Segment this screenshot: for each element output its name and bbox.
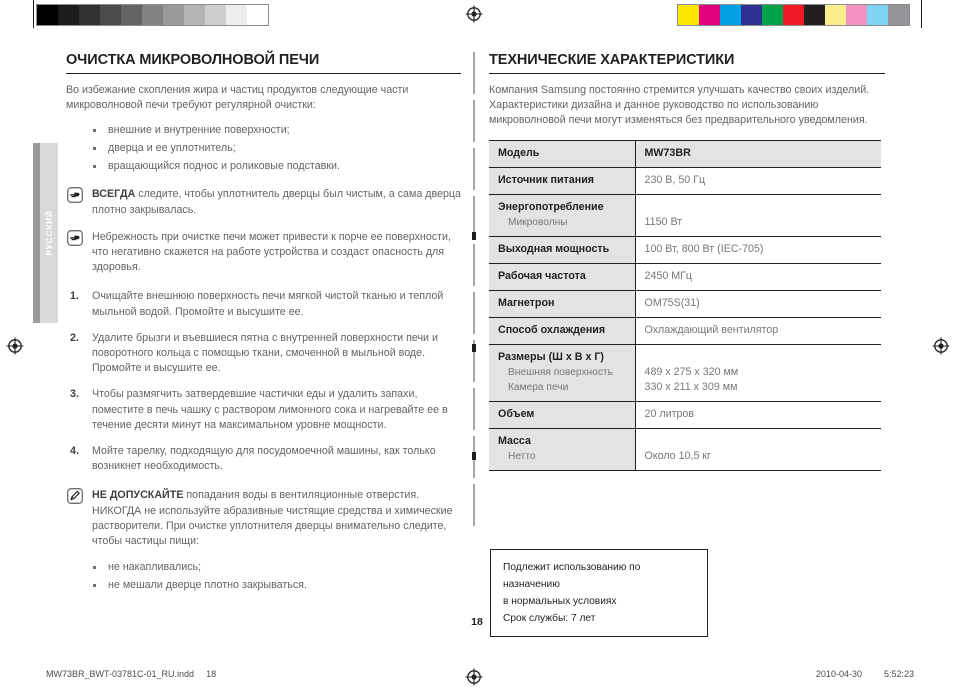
spec-value: MW73BR (644, 146, 691, 159)
table-cell-value (635, 140, 881, 167)
note-text: Небрежность при очистке печи может привести к порче ее поверхности, что негативно скажется на работе устройства и создаст опасность для здоровья. (92, 230, 451, 274)
left-column (66, 52, 461, 594)
spec-sublabel: Внешняя поверхность (508, 366, 613, 378)
trim-rule-right (921, 0, 922, 28)
table-row (489, 167, 881, 194)
table-cell-label (489, 344, 635, 401)
spec-value: 2450 МГц (644, 269, 693, 282)
table-row (489, 194, 881, 236)
spec-sublabel: Микроволны (508, 216, 568, 228)
list-item: вращающийся поднос и роликовые подставки. (92, 157, 461, 175)
table-cell-value (635, 167, 881, 194)
specs-intro-text: Компания Samsung постоянно стремится улучшать качество своих изделий. Характеристики дизайна и данное руководство по использованию микроволновой печи могут изменяться без предварительного уведомления. (489, 84, 870, 127)
warning-lead: НЕ ДОПУСКАЙТЕ (92, 489, 184, 502)
table-cell-value (635, 401, 881, 428)
table-row (489, 428, 881, 470)
table-row (489, 140, 881, 167)
footer-date: 2010-04-30 (815, 669, 862, 679)
calibration-swatch (846, 5, 867, 25)
pointing-hand-icon (67, 230, 83, 246)
list-item: Удалите брызги и въевшиеся пятна с внутренней поверхности печи и поворотного кольца с помощью ткани, смоченной в мыльной воде. Промойте и высушите ее. (92, 331, 438, 375)
cleaning-parts-list (66, 121, 461, 175)
spec-label: Объем (498, 407, 535, 420)
spec-value: 1150 Вт (644, 215, 683, 228)
note-lead: ВСЕГДА (92, 188, 136, 201)
spec-sublabel: Камера печи (508, 381, 569, 393)
cleaning-steps-list (66, 289, 461, 474)
cleaning-section-title: ОЧИСТКА МИКРОВОЛНОВОЙ ПЕЧИ (66, 52, 461, 74)
spec-label: Модель (498, 146, 540, 159)
spec-value: 20 литров (644, 407, 695, 420)
calibration-swatch (888, 5, 909, 25)
table-row (489, 263, 881, 290)
table-row (489, 236, 881, 263)
table-cell-value (635, 428, 881, 470)
language-side-tab (33, 143, 58, 323)
spec-value: Охлаждающий вентилятор (644, 323, 779, 336)
list-item: дверца и ее уплотнитель; (92, 139, 461, 157)
warning-bullet-list (66, 558, 461, 594)
table-cell-label (489, 428, 635, 470)
table-cell-label (489, 236, 635, 263)
usage-line: в нормальных условиях (503, 596, 617, 607)
table-cell-label (489, 290, 635, 317)
calibration-swatch (678, 5, 699, 25)
table-cell-value (635, 317, 881, 344)
spec-value: 330 x 211 x 309 мм (644, 380, 738, 393)
right-column (489, 52, 885, 471)
spec-value: 100 Вт, 800 Вт (IEC-705) (644, 242, 764, 255)
footer-time: 5:52:23 (883, 669, 914, 679)
calibration-swatch (783, 5, 804, 25)
registration-target-left-icon (6, 337, 24, 355)
spec-label: Рабочая частота (498, 269, 586, 282)
calibration-swatch (121, 5, 142, 25)
calibration-swatch (142, 5, 163, 25)
spec-sublabel: Нетто (508, 450, 536, 462)
spec-label: Размеры (Ш x В x Г) (498, 350, 604, 363)
calibration-swatch (804, 5, 825, 25)
table-cell-value (635, 344, 881, 401)
table-cell-label (489, 167, 635, 194)
spec-value-spacer (645, 434, 873, 449)
table-cell-value (635, 236, 881, 263)
note-always (66, 187, 461, 217)
list-item: Очищайте внешнюю поверхность печи мягкой чистой тканью и теплой мыльной водой. Промойте и высушите ее. (92, 290, 444, 318)
calibration-swatch (741, 5, 762, 25)
grayscale-calibration-bar (36, 4, 269, 26)
spec-value-spacer (645, 200, 873, 215)
specifications-table (489, 140, 881, 471)
specs-section-title: ТЕХНИЧЕСКИЕ ХАРАКТЕРИСТИКИ (489, 52, 885, 74)
divider-tick (472, 452, 476, 460)
spec-label: Энергопотребление (498, 200, 604, 213)
calibration-swatch (247, 5, 268, 25)
divider-tick (472, 232, 476, 240)
list-item: не накапливались; (92, 558, 461, 576)
calibration-swatch (100, 5, 121, 25)
calibration-swatch (79, 5, 100, 25)
calibration-swatch (184, 5, 205, 25)
spec-label: Способ охлаждения (498, 323, 606, 336)
spec-label: Источник питания (498, 173, 594, 186)
note-pencil-icon (67, 488, 83, 504)
pointing-hand-icon (67, 187, 83, 203)
note-carelessness (66, 230, 461, 276)
spec-value: OM75S(31) (644, 296, 700, 309)
table-row (489, 317, 881, 344)
calibration-swatch (205, 5, 226, 25)
table-cell-label (489, 401, 635, 428)
language-tab-label: РУССКИЙ (44, 210, 54, 256)
spec-value-spacer (645, 350, 873, 365)
footer-page-number: 18 (206, 669, 217, 679)
cleaning-intro-text: Во избежание скопления жира и частиц продуктов следующие части микроволновой печи требуют регулярной очистки: (66, 84, 409, 112)
list-item: не мешали дверце плотно закрываться. (92, 576, 461, 594)
spec-label: Магнетрон (498, 296, 555, 309)
page-number: 18 (471, 616, 483, 628)
calibration-swatch (720, 5, 741, 25)
usage-line: Подлежит использованию по назначению (503, 562, 641, 590)
color-calibration-bar (677, 4, 910, 26)
calibration-swatch (699, 5, 720, 25)
table-row (489, 344, 881, 401)
list-item: Мойте тарелку, подходящую для посудомоечной машины, как только возникнет необходимость. (92, 445, 436, 473)
table-cell-label (489, 263, 635, 290)
warning-do-not-allow (66, 488, 461, 549)
footer-filename-text: MW73BR_BWT-03781C-01_RU.indd (46, 669, 195, 679)
registration-target-bottom-icon (465, 668, 483, 686)
spec-value: 230 В, 50 Гц (644, 173, 706, 186)
calibration-swatch (825, 5, 846, 25)
calibration-swatch (58, 5, 79, 25)
calibration-swatch (226, 5, 247, 25)
spec-label: Масса (498, 434, 531, 447)
registration-target-top-icon (465, 5, 483, 23)
footer-timestamp (816, 669, 914, 679)
table-row (489, 401, 881, 428)
spec-value: 489 x 275 x 320 мм (644, 365, 739, 378)
table-row (489, 290, 881, 317)
registration-target-right-icon (932, 337, 950, 355)
calibration-swatch (37, 5, 58, 25)
footer-filename (46, 669, 216, 679)
table-cell-label (489, 317, 635, 344)
calibration-swatch (762, 5, 783, 25)
spec-label: Выходная мощность (498, 242, 610, 255)
usage-line: Срок службы: 7 лет (503, 613, 596, 624)
calibration-swatch (163, 5, 184, 25)
warning-text: попадания воды в вентиляционные отверстия. НИКОГДА не используйте абразивные чистящие средства и химические растворители. При очистке уплотнителя дверцы внимательно следите, чтобы частицы пищи: (92, 489, 453, 548)
table-cell-label (489, 140, 635, 167)
trim-rule-left (33, 0, 34, 28)
calibration-swatch (867, 5, 888, 25)
table-cell-value (635, 194, 881, 236)
table-cell-value (635, 290, 881, 317)
note-text: следите, чтобы уплотнитель дверцы был чистым, а сама дверца плотно закрывалась. (92, 188, 461, 216)
list-item: Чтобы размягчить затвердевшие частички еды и удалить запахи, поместите в печь чашку с раствором лимонного сока и нагревайте ее в течение десяти минут на максимальном уровне мощности. (92, 388, 448, 431)
list-item: внешние и внутренние поверхности; (92, 121, 461, 139)
spec-value: Около 10,5 кг (644, 449, 711, 462)
divider-tick (472, 344, 476, 352)
table-cell-label (489, 194, 635, 236)
table-cell-value (635, 263, 881, 290)
